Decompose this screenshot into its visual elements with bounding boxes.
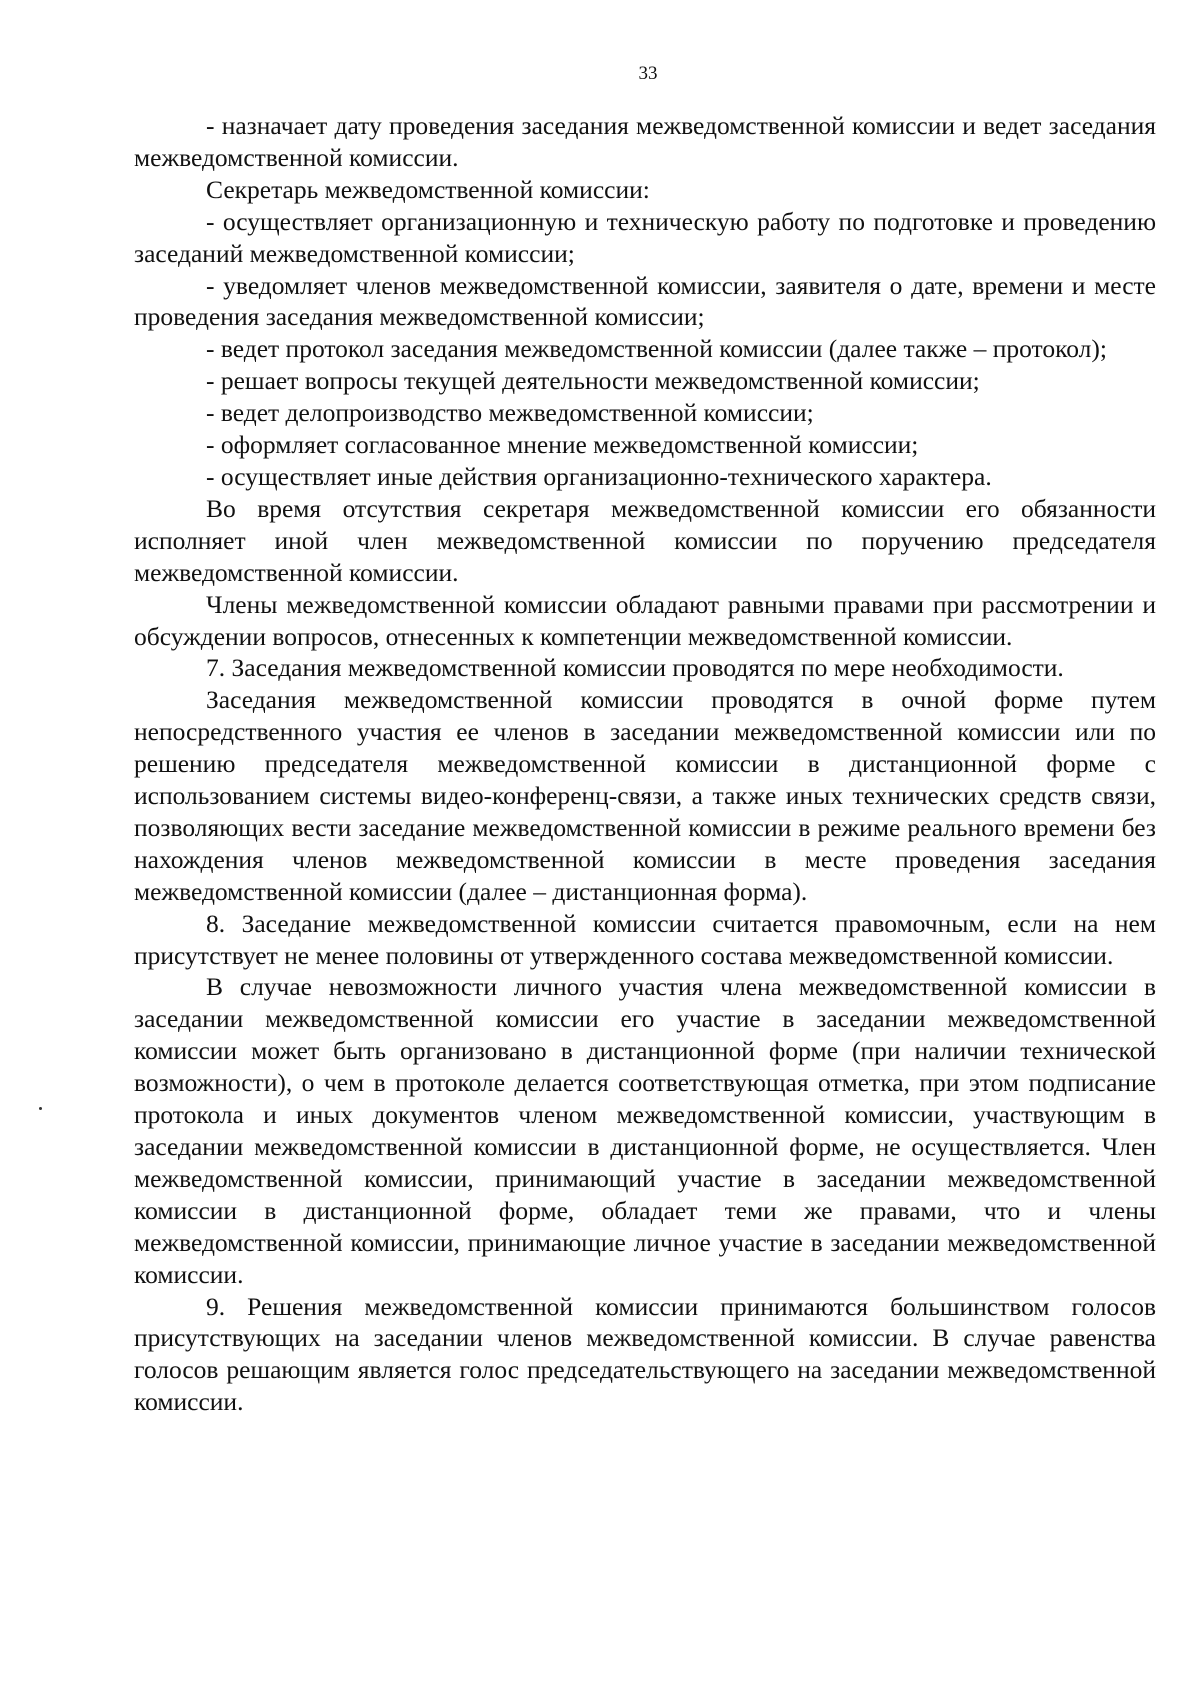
paragraph-secretary-opinion: - оформляет согласованное мнение межведомственной комиссии; [206,430,919,460]
paragraph-secretary-heading: Секретарь межведомственной комиссии: [206,174,650,204]
clause-8: 8. Заседание межведомственной комиссии считается правомочным, если на нем присутствует не менее половины от утвержденного состава межведомственной комиссии. [134,908,1156,970]
page-number: 33 [638,63,658,84]
clause-9: 9. Решения межведомственной комиссии принимаются большинством голосов присутствующих на заседании членов межведомственной комиссии. В случае равенства голосов решающим является голос председательствующего на заседании межведомственной комиссии. [134,1291,1156,1417]
paragraph-secretary-notifies: - уведомляет членов межведомственной комиссии, заявителя о дате, времени и месте проведения заседания межведомственной комиссии; [134,270,1156,332]
paragraph-meeting-forms: Заседания межведомственной комиссии проводятся в очной форме путем непосредственного участия ее членов в заседании межведомственной комиссии или по решению председателя межведомственной комиссии в дистанционной форме с использованием системы видео-конференц-связи, а также иных технических средств связи, позволяющих вести заседание межведомственной комиссии в режиме реального времени без нахождения членов межведомственной комиссии в месте проведения заседания межведомственной комиссии (далее – дистанционная форма). [134,685,1156,906]
paragraph-chairman-duty: - назначает дату проведения заседания межведомственной комиссии и ведет заседания межведомственной комиссии. [134,111,1156,172]
document-body [134,110,1156,1418]
paragraph-secretary-records: - ведет делопроизводство межведомственной комиссии; [206,398,814,428]
scan-speck [39,1107,42,1110]
paragraph-secretary-absence: Во время отсутствия секретаря межведомственной комиссии его обязанности исполняет иной член межведомственной комиссии по поручению председателя межведомственной комиссии. [134,493,1156,587]
paragraph-secretary-current-issues: - решает вопросы текущей деятельности межведомственной комиссии; [206,366,980,396]
paragraph-secretary-other-actions: - осуществляет иные действия организационно-технического характера. [206,461,992,491]
paragraph-secretary-protocol: - ведет протокол заседания межведомственной комиссии (далее также – протокол); [206,334,1107,364]
paragraph-secretary-organizes: - осуществляет организационную и техническую работу по подготовке и проведению заседаний межведомственной комиссии; [134,206,1156,268]
clause-7: 7. Заседания межведомственной комиссии проводятся по мере необходимости. [206,653,1064,683]
paragraph-remote-participation: В случае невозможности личного участия члена межведомственной комиссии в заседании межведомственной комиссии его участие в заседании межведомственной комиссии может быть организовано в дистанционной форме (при наличии технической возможности), о чем в протоколе делается соответствующая отметка, при этом подписание протокола и иных документов членом межведомственной комиссии, участвующим в заседании межведомственной комиссии в дистанционной форме, не осуществляется. Член межведомственной комиссии, принимающий участие в заседании межведомственной комиссии в дистанционной форме, обладает теми же правами, что и члены межведомственной комиссии, принимающие личное участие в заседании межведомственной комиссии. [134,972,1156,1289]
paragraph-members-rights: Члены межведомственной комиссии обладают равными правами при рассмотрении и обсуждении вопросов, отнесенных к компетенции межведомственной комиссии. [134,589,1156,651]
